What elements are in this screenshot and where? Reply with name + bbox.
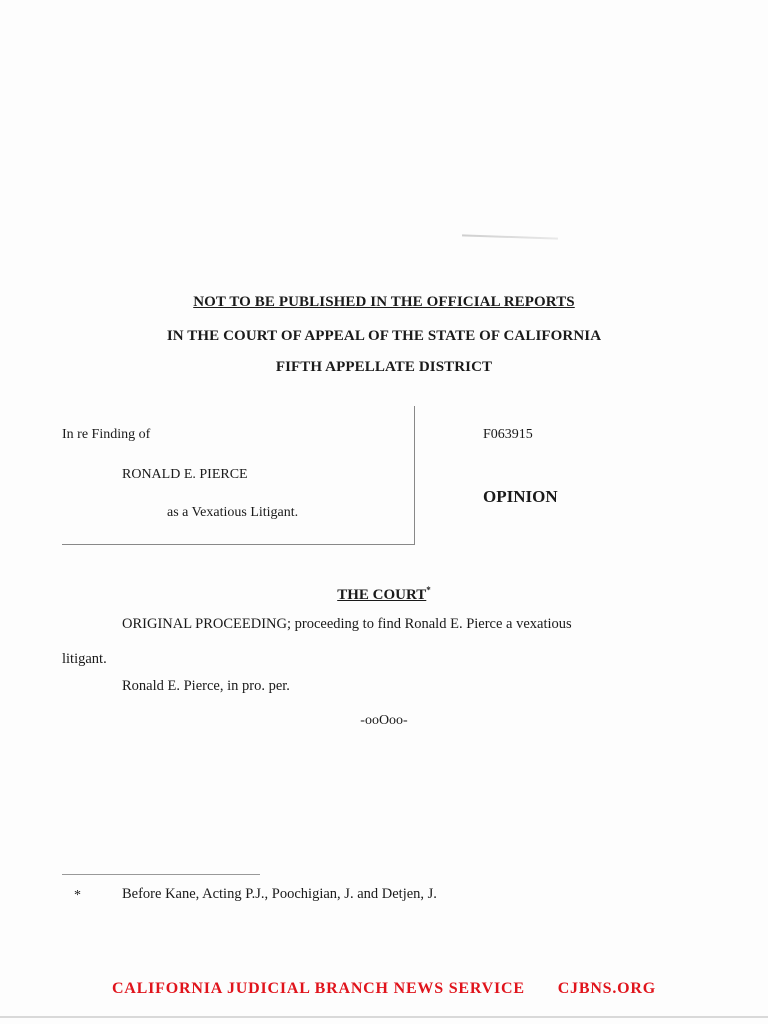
proceeding-text-line1: ORIGINAL PROCEEDING; proceeding to find Ronald E. Pierce a vexatious	[122, 616, 572, 632]
court-name: IN THE COURT OF APPEAL OF THE STATE OF CALIFORNIA	[166, 328, 602, 344]
publication-notice	[0, 294, 768, 311]
footnote-reference: *	[426, 585, 431, 595]
section-separator: -ooOoo-	[360, 713, 408, 728]
caption-in-re: In re Finding of	[62, 427, 151, 442]
publication-notice-text: NOT TO BE PUBLISHED IN THE OFFICIAL REPORTS	[193, 294, 575, 310]
court-heading	[0, 585, 768, 604]
footnote-divider	[62, 874, 260, 875]
proceeding-text-line2: litigant.	[62, 651, 107, 667]
banner-site-link[interactable]: CJBNS.ORG	[557, 980, 657, 997]
caption-party-name: RONALD E. PIERCE	[122, 467, 248, 482]
district-name: FIFTH APPELLATE DISTRICT	[275, 359, 493, 375]
footnote-text: Before Kane, Acting P.J., Poochigian, J. and Detjen, J.	[122, 886, 437, 902]
opinion-label: OPINION	[483, 487, 558, 506]
case-number: F063915	[483, 427, 533, 442]
scan-artifact	[462, 234, 558, 239]
court-heading-text: THE COURT	[337, 587, 427, 603]
caption-designation: as a Vexatious Litigant.	[167, 505, 299, 520]
banner-label: CALIFORNIA JUDICIAL BRANCH NEWS SERVICE	[111, 980, 525, 997]
appearance-text: Ronald E. Pierce, in pro. per.	[122, 678, 290, 694]
news-service-banner	[0, 980, 768, 998]
scan-bottom-edge	[0, 1016, 768, 1018]
footnote-marker: *	[74, 888, 81, 903]
